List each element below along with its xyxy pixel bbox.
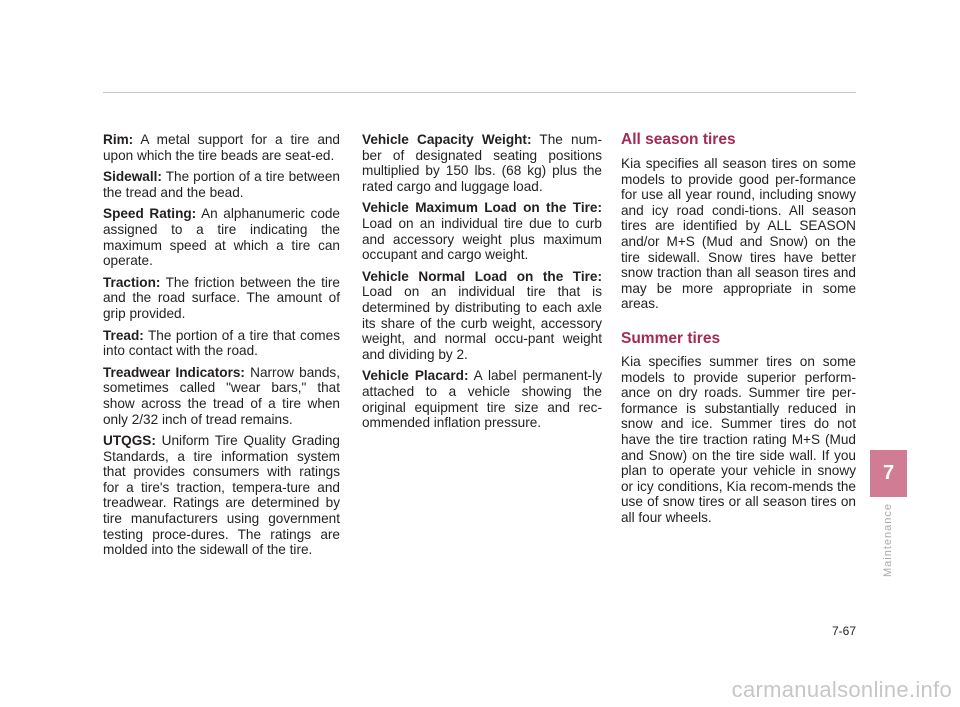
summer-section xyxy=(621,354,856,532)
glossary-term: Vehicle Maximum Load on the Tire: xyxy=(362,200,602,216)
glossary-entry-traction xyxy=(103,275,340,322)
glossary-term: Rim: xyxy=(103,132,134,147)
glossary-term: Tread: xyxy=(103,327,144,343)
glossary-definition: An alphanumeric code assigned to a tire indicating the maximum speed at which a tire can operate. xyxy=(103,206,340,269)
glossary-definition: The friction between the tire and the road surface. The amount of grip provided. xyxy=(103,274,340,321)
watermark: carmanualsonline.info xyxy=(731,677,952,702)
glossary-column-1 xyxy=(103,132,340,564)
summer-heading: Summer tires xyxy=(621,330,721,347)
glossary-term: Vehicle Capacity Weight: xyxy=(362,132,532,147)
glossary-entry-vehicle-capacity-weight xyxy=(362,132,602,194)
glossary-definition: The portion of a tire that comes into contact with the road. xyxy=(103,327,340,359)
glossary-entry-treadwear-indicators xyxy=(103,365,340,427)
summer-body: Kia specifies summer tires on some models to provide superior perform-ance on dry roads. Summer tire per-formance is substantially reduced in snow and ice. Summer tires do not have the tire traction rating M+S (Mud and Snow) on the tire side wall. If you plan to operate your vehicle in snowy or icy conditions, Kia recom-mends the use of snow tires or all season tires on all four wheels. xyxy=(621,354,856,525)
glossary-term: Traction: xyxy=(103,274,161,290)
all-season-heading: All season tires xyxy=(621,131,736,148)
glossary-definition: A label permanent-ly attached to a vehicle showing the original equipment tire size and rec-ommended inflation pressure. xyxy=(362,368,602,431)
glossary-entry-vehicle-maximum-load xyxy=(362,200,602,262)
glossary-entry-speed-rating xyxy=(103,206,340,268)
all-season-body: Kia specifies all season tires on some models to provide good per-formance for use all year round, including snowy and icy road condi-tions. All season tires are identified by ALL SEASON and/or M+S (Mud and Snow) on the tire sidewall. Snow tires have better snow traction than all season tires and may be more appropriate in some areas. xyxy=(621,156,856,312)
glossary-entry-rim xyxy=(103,132,340,163)
chapter-side-label xyxy=(866,500,910,580)
page-number: 7-67 xyxy=(831,624,856,638)
glossary-column-2 xyxy=(362,132,602,437)
all-season-section xyxy=(621,156,856,318)
glossary-entry-vehicle-normal-load xyxy=(362,269,602,363)
glossary-definition: Load on an individual tire due to curb and accessory weight plus maximum occupant and cargo weight. xyxy=(362,215,602,263)
header-rule xyxy=(103,92,856,93)
glossary-entry-vehicle-placard xyxy=(362,368,602,430)
glossary-term: Vehicle Normal Load on the Tire: xyxy=(362,268,602,284)
glossary-term: Treadwear Indicators: xyxy=(103,364,245,380)
glossary-term: UTQGS: xyxy=(103,433,156,449)
glossary-definition: A metal support for a tire and upon which the tire beads are seat-ed. xyxy=(103,132,340,163)
glossary-entry-sidewall xyxy=(103,169,340,200)
glossary-definition: Narrow bands, sometimes called "wear bars," that show across the tread of a tire when only 2/32 inch of tread remains. xyxy=(103,364,340,427)
glossary-entry-utqgs xyxy=(103,433,340,558)
chapter-title: Maintenance xyxy=(882,503,894,577)
glossary-definition: Uniform Tire Quality Grading Standards, a tire information system that provides consumers with ratings for a tire's traction, tempera-ture and treadwear. Ratings are determined by tire manufacturers using government testing proce-dures. The ratings are molded into the sidewall of the tire. xyxy=(103,433,340,558)
glossary-definition: Load on an individual tire that is determined by distributing to each axle its share of the curb weight, accessory weight, and normal occu-pant weight and dividing by 2. xyxy=(362,284,602,362)
glossary-definition: The portion of a tire between the tread and the bead. xyxy=(103,169,340,200)
glossary-entry-tread xyxy=(103,328,340,359)
glossary-term: Vehicle Placard: xyxy=(362,368,469,384)
glossary-definition: The num-ber of designated seating positions multiplied by 150 lbs. (68 kg) plus the rated cargo and luggage load. xyxy=(362,132,603,194)
chapter-tab: 7 xyxy=(870,450,907,497)
glossary-term: Sidewall: xyxy=(103,169,162,185)
glossary-term: Speed Rating: xyxy=(103,206,197,222)
